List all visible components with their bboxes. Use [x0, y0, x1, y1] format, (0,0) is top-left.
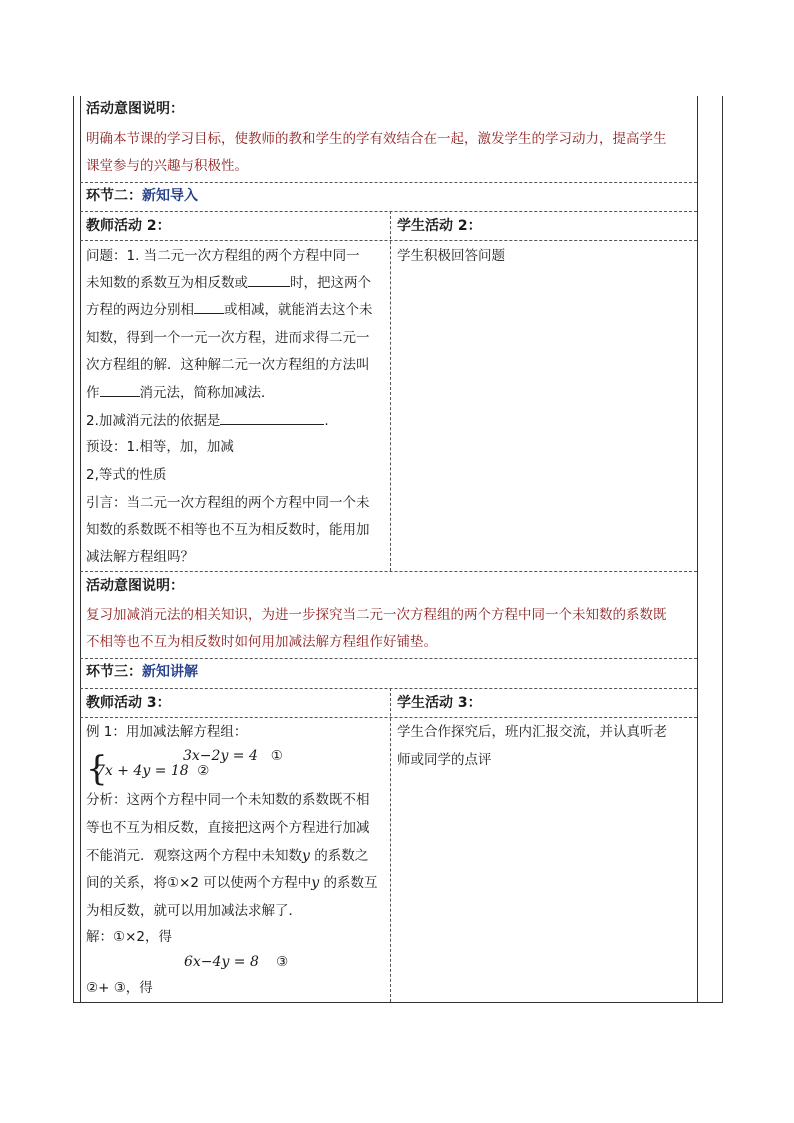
eq1-expression: 3x−2y = 4 [183, 748, 258, 764]
t2-question-line-5: 次方程组的解．这种解二元一次方程组的方法叫 [86, 357, 370, 373]
student-activity-3-line-1: 学生合作探究后，班内汇报交流，并认真听老 [397, 724, 667, 740]
intent-header-2: 活动意图说明： [86, 578, 184, 594]
t2-q-l3b: 或相减，就能消去这个未 [224, 302, 373, 318]
blank-2 [194, 299, 224, 314]
outer-right-border [722, 96, 723, 1002]
t3-equation-2 [96, 757, 209, 785]
blank-1 [248, 272, 290, 287]
t2-preset-1: 预设：1.相等，加，加减 [86, 439, 234, 455]
outer-bottom-border [73, 1002, 723, 1003]
t3-an-l3b: 的系数之 [309, 848, 369, 864]
t2-question-2 [86, 407, 329, 435]
intent-text-2-line-1: 复习加减消元法的相关知识，为进一步探究当二元一次方程组的两个方程中同一个未知数的系数既 [86, 607, 667, 623]
t2-question-line-3 [86, 296, 373, 324]
eq3-marker: ③ [276, 954, 289, 970]
t2-q-l6b: 消元法，简称加减法． [139, 385, 275, 401]
t2-intro-line-3: 减法解方程组吗？ [86, 549, 194, 565]
t2-q-l2b: 时，把这两个 [290, 275, 371, 291]
eq1-marker: ① [270, 748, 283, 764]
inner-left-border [80, 96, 81, 1002]
separator-3 [80, 240, 697, 241]
t2-question-line-4: 知数，得到一个一元一次方程，进而求得二元一 [86, 330, 370, 346]
section-2-label: 环节二： [86, 188, 142, 204]
t2-question-line-6 [86, 379, 275, 407]
blank-4 [220, 410, 324, 425]
t3-an-l4a: 间的关系，将①×2 可以使两个方程中 [86, 875, 312, 891]
t2-preset-2: 2,等式的性质 [86, 467, 167, 483]
inner-right-border [697, 96, 698, 1002]
t3-example: 例 1：用加减法解方程组： [86, 724, 248, 740]
separator-2 [80, 211, 697, 212]
student-activity-3-line-2: 师或同学的点评 [397, 752, 492, 768]
t2-q2a: 2.加减消元法的依据是 [86, 413, 221, 429]
t3-an-l3-var: y [302, 848, 310, 864]
t2-q2b: . [324, 413, 329, 429]
t2-intro-line-1: 引言：当二元一次方程组的两个方程中同一个未 [86, 495, 370, 511]
equation-system-brace: { [86, 749, 108, 789]
student-activity-3-header: 学生活动 3： [397, 695, 482, 711]
section-3-heading [86, 658, 198, 686]
t3-analysis-line-3 [86, 842, 368, 870]
intent-text-1-line-1: 明确本节课的学习目标，使教师的教和学生的学有效结合在一起，激发学生的学习动力，提高学生 [86, 131, 667, 147]
teacher-activity-2-header: 教师活动 2： [86, 218, 171, 234]
eq2-marker: ② [197, 763, 210, 779]
eq2-expression: 7x + 4y = 18 [96, 763, 189, 779]
t2-question-line-1: 问题：1. 当二元一次方程组的两个方程中同一 [86, 248, 360, 264]
t3-an-l4b: 的系数互 [319, 875, 378, 891]
intent-text-2-line-2: 不相等也不互为相反数时如何用加减法解方程组作好铺垫。 [86, 634, 437, 650]
column-divider-3 [390, 688, 391, 1002]
t2-question-line-2 [86, 269, 371, 297]
t3-equation-3 [184, 948, 288, 976]
eq3-expression: 6x−4y = 8 [184, 954, 259, 970]
t3-step: ②+ ③，得 [86, 980, 153, 996]
section-3-title: 新知讲解 [142, 664, 198, 680]
t3-an-l3a: 不能消元．观察这两个方程中未知数 [86, 848, 302, 864]
column-divider-2 [390, 211, 391, 571]
t3-analysis-line-2: 等也不互为相反数，直接把这两个方程进行加减 [86, 820, 370, 836]
intent-text-1-line-2: 课堂参与的兴趣与积极性。 [86, 158, 248, 174]
t2-q-l3a: 方程的两边分别相 [86, 302, 194, 318]
section-2-title: 新知导入 [142, 188, 198, 204]
t3-analysis-line-4 [86, 869, 378, 897]
section-2-heading [86, 182, 198, 210]
outer-left-border [73, 96, 74, 1002]
t3-solution: 解：①×2，得 [86, 929, 173, 945]
student-activity-2-text: 学生积极回答问题 [397, 248, 505, 264]
t3-analysis-line-1: 分析：这两个方程中同一个未知数的系数既不相 [86, 792, 370, 808]
blank-3 [100, 382, 140, 397]
separator-6 [80, 688, 697, 689]
t3-an-l4-var: y [311, 875, 320, 891]
t2-q-l2a: 未知数的系数互为相反数或 [86, 275, 248, 291]
intent-header-1: 活动意图说明： [86, 101, 184, 117]
t2-q-l6a: 作 [86, 385, 100, 401]
t2-intro-line-2: 知数的系数既不相等也不互为相反数时，能用加 [86, 522, 370, 538]
teacher-activity-3-header: 教师活动 3： [86, 695, 171, 711]
student-activity-2-header: 学生活动 2： [397, 218, 482, 234]
section-3-label: 环节三： [86, 664, 142, 680]
t3-analysis-line-5: 为相反数，就可以用加减法求解了． [86, 903, 302, 919]
